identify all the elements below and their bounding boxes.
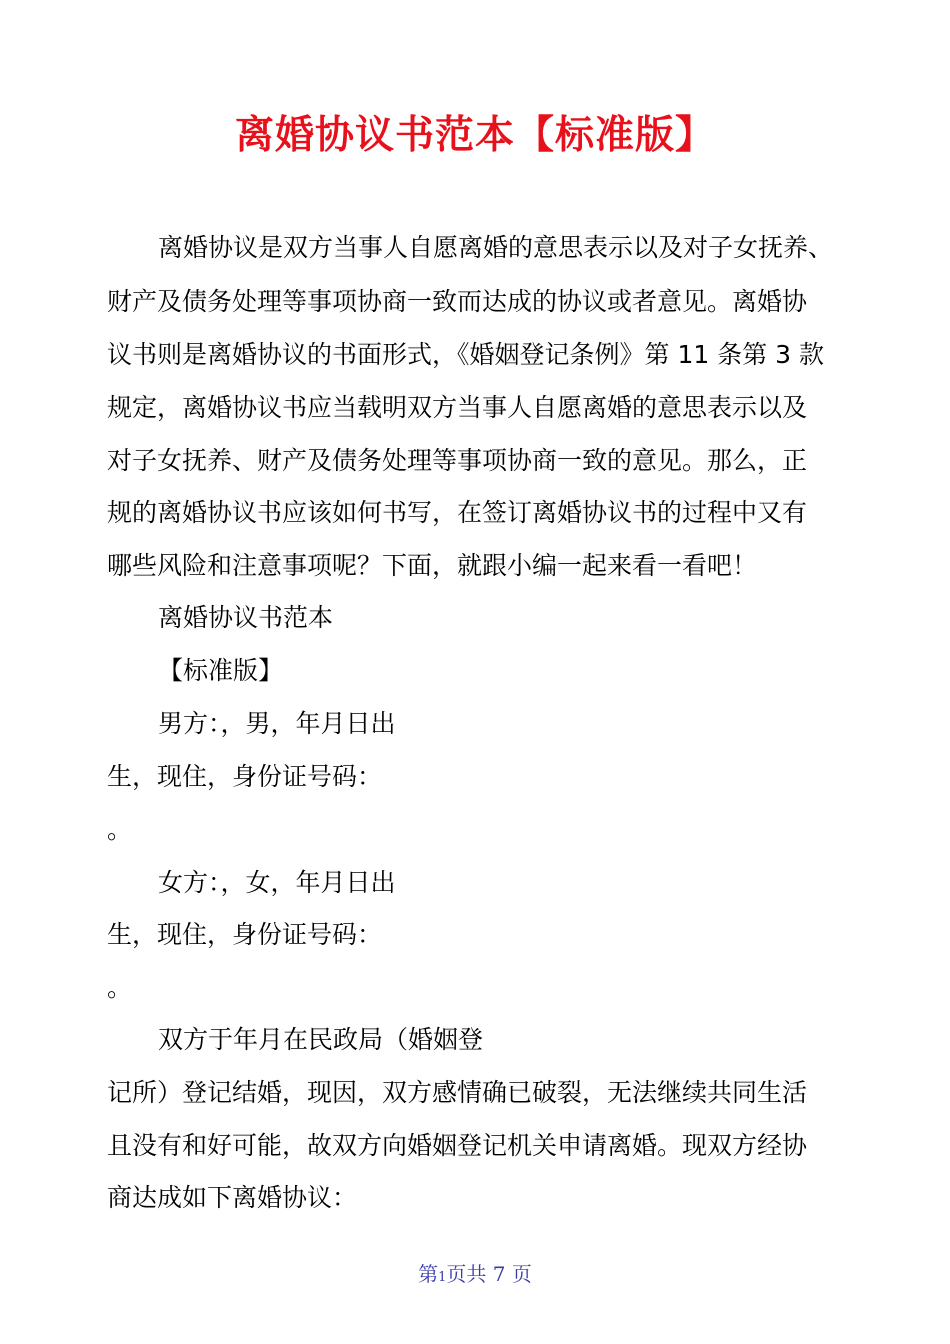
marriage-line: 且没有和好可能，故双方向婚姻登记机关申请离婚。现双方经协 (107, 1131, 808, 1160)
female-party-line: 。 (107, 973, 133, 1002)
intro-line: 议书则是离婚协议的书面形式，《婚姻登记条例》第 11 条第 3 款 (107, 340, 825, 369)
marriage-line: 商达成如下离婚协议： (107, 1183, 358, 1212)
footer-page-number: 1 (438, 1270, 447, 1285)
footer-prefix: 第 (418, 1262, 439, 1286)
marriage-line: 记所）登记结婚，现因，双方感情确已破裂，无法继续共同生活 (107, 1078, 808, 1107)
document-title: 离婚协议书范本【标准版】 (234, 113, 715, 158)
version-label: 【标准版】 (158, 656, 284, 685)
page-footer (0, 1258, 950, 1287)
footer-suffix: 页共 7 页 (446, 1262, 532, 1286)
intro-line: 规的离婚协议书应该如何书写，在签订离婚协议书的过程中又有 (107, 498, 808, 527)
male-party-line: 男方：，男，年月日出 (158, 709, 396, 738)
intro-line: 对子女抚养、财产及债务处理等事项协商一致的意见。那么，正 (107, 446, 808, 475)
male-party-line: 。 (107, 815, 133, 844)
intro-line: 财产及债务处理等事项协商一致而达成的协议或者意见。离婚协 (107, 287, 808, 316)
intro-line: 哪些风险和注意事项呢？下面，就跟小编一起来看一看吧！ (107, 551, 758, 580)
female-party-line: 生，现住，身份证号码： (107, 920, 383, 949)
female-party-line: 女方：，女，年月日出 (158, 868, 396, 897)
male-party-line: 生，现住，身份证号码： (107, 762, 383, 791)
intro-line: 离婚协议是双方当事人自愿离婚的意思表示以及对子女抚养、 (158, 233, 834, 262)
intro-line: 规定，离婚协议书应当载明双方当事人自愿离婚的意思表示以及 (107, 393, 808, 422)
sample-heading: 离婚协议书范本 (158, 603, 334, 632)
marriage-line: 双方于年月在民政局（婚姻登 (158, 1025, 484, 1054)
